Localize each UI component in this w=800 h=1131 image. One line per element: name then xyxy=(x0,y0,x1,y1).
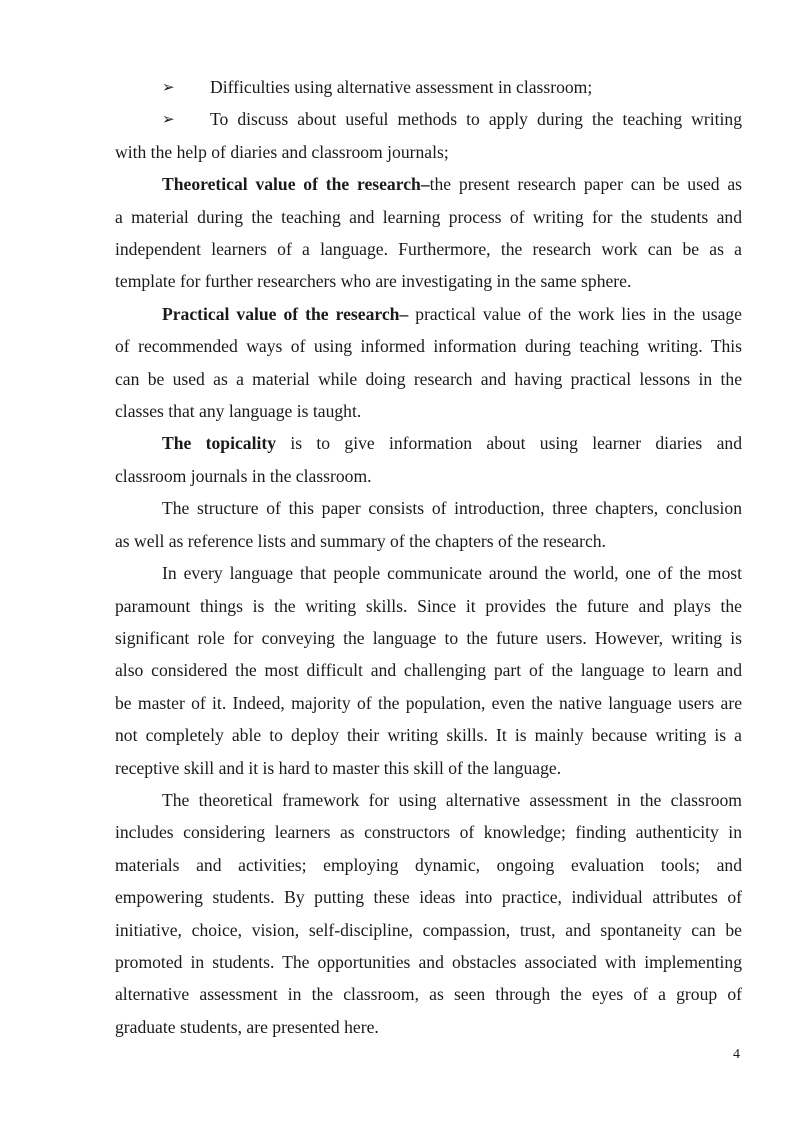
paragraph-line: classroom journals in the classroom. xyxy=(115,465,372,486)
paragraph-line: receptive skill and it is hard to master this skill of the language. xyxy=(115,757,562,778)
bullet-line xyxy=(115,71,742,103)
paragraph-line: as well as reference lists and summary of the chapters of the research. xyxy=(115,530,606,551)
paragraph-line: The theoretical framework for using alternative assessment in the classroom xyxy=(162,789,742,810)
paragraph-line: classes that any language is taught. xyxy=(115,401,362,422)
paragraph-line: includes considering learners as constructors of knowledge; finding authenticity in xyxy=(115,822,742,843)
arrow-bullet-icon: ➢ xyxy=(162,78,175,96)
arrow-bullet-icon: ➢ xyxy=(162,110,175,129)
paragraph-text: is to give information about using learner diaries and xyxy=(276,433,743,454)
paragraph-text: the present research paper can be used as xyxy=(429,174,742,195)
document-body xyxy=(115,71,742,1043)
paragraph-line: alternative assessment in the classroom, as seen through the eyes of a group of xyxy=(115,984,742,1005)
paragraph-line xyxy=(115,427,742,459)
bullet-item xyxy=(115,103,742,168)
bullet-text: Difficulties using alternative assessment in classroom; xyxy=(210,77,593,97)
paragraph-line: also considered the most difficult and challenging part of the language to learn and xyxy=(115,660,742,681)
paragraph-structure xyxy=(115,492,742,557)
bullet-line: with the help of diaries and classroom journals; xyxy=(115,141,449,162)
paragraph-line xyxy=(115,298,742,330)
paragraph-line: The structure of this paper consists of introduction, three chapters, conclusion xyxy=(162,498,742,519)
paragraph-line: promoted in students. The opportunities and obstacles associated with implementing xyxy=(115,951,742,972)
paragraph-practical-value xyxy=(115,298,742,428)
paragraph-line: paramount things is the writing skills. Since it provides the future and plays the xyxy=(115,595,742,616)
paragraph-heading: Theoretical value of the research– xyxy=(162,174,430,195)
paragraph-line: be master of it. Indeed, majority of the population, even the native language users are xyxy=(115,692,742,713)
page-number: 4 xyxy=(733,1047,740,1062)
bullet-text: To discuss about useful methods to apply during the teaching writing xyxy=(210,109,742,130)
paragraph-line: not completely able to deploy their writing skills. It is mainly because writing is a xyxy=(115,725,742,746)
paragraph-line: template for further researchers who are investigating in the same sphere. xyxy=(115,271,632,292)
paragraph-line: empowering students. By putting these ideas into practice, individual attributes of xyxy=(115,887,742,908)
paragraph-theoretical-value xyxy=(115,168,742,298)
paragraph-line: materials and activities; employing dynamic, ongoing evaluation tools; and xyxy=(115,854,742,875)
paragraph-line: initiative, choice, vision, self-discipline, compassion, trust, and spontaneity can be xyxy=(115,919,742,940)
paragraph-line: significant role for conveying the language to the future users. However, writing is xyxy=(115,627,742,648)
paragraph-line: can be used as a material while doing research and having practical lessons in the xyxy=(115,368,742,389)
paragraph-line: independent learners of a language. Furthermore, the research work can be as a xyxy=(115,239,742,260)
paragraph-theoretical-framework xyxy=(115,784,742,1043)
paragraph-line xyxy=(115,168,742,200)
paragraph-line: a material during the teaching and learning process of writing for the students and xyxy=(115,206,742,227)
bullet-item xyxy=(115,71,742,103)
paragraph-line: In every language that people communicate around the world, one of the most xyxy=(162,563,742,584)
paragraph-heading: Practical value of the research– xyxy=(162,303,409,324)
paragraph-topicality xyxy=(115,427,742,492)
paragraph-writing-skills xyxy=(115,557,742,784)
paragraph-text: practical value of the work lies in the usage xyxy=(408,303,742,324)
bullet-line xyxy=(115,103,742,135)
paragraph-line: of recommended ways of using informed information during teaching writing. This xyxy=(115,336,742,357)
paragraph-heading: The topicality xyxy=(162,433,277,454)
paragraph-line: graduate students, are presented here. xyxy=(115,1016,379,1037)
